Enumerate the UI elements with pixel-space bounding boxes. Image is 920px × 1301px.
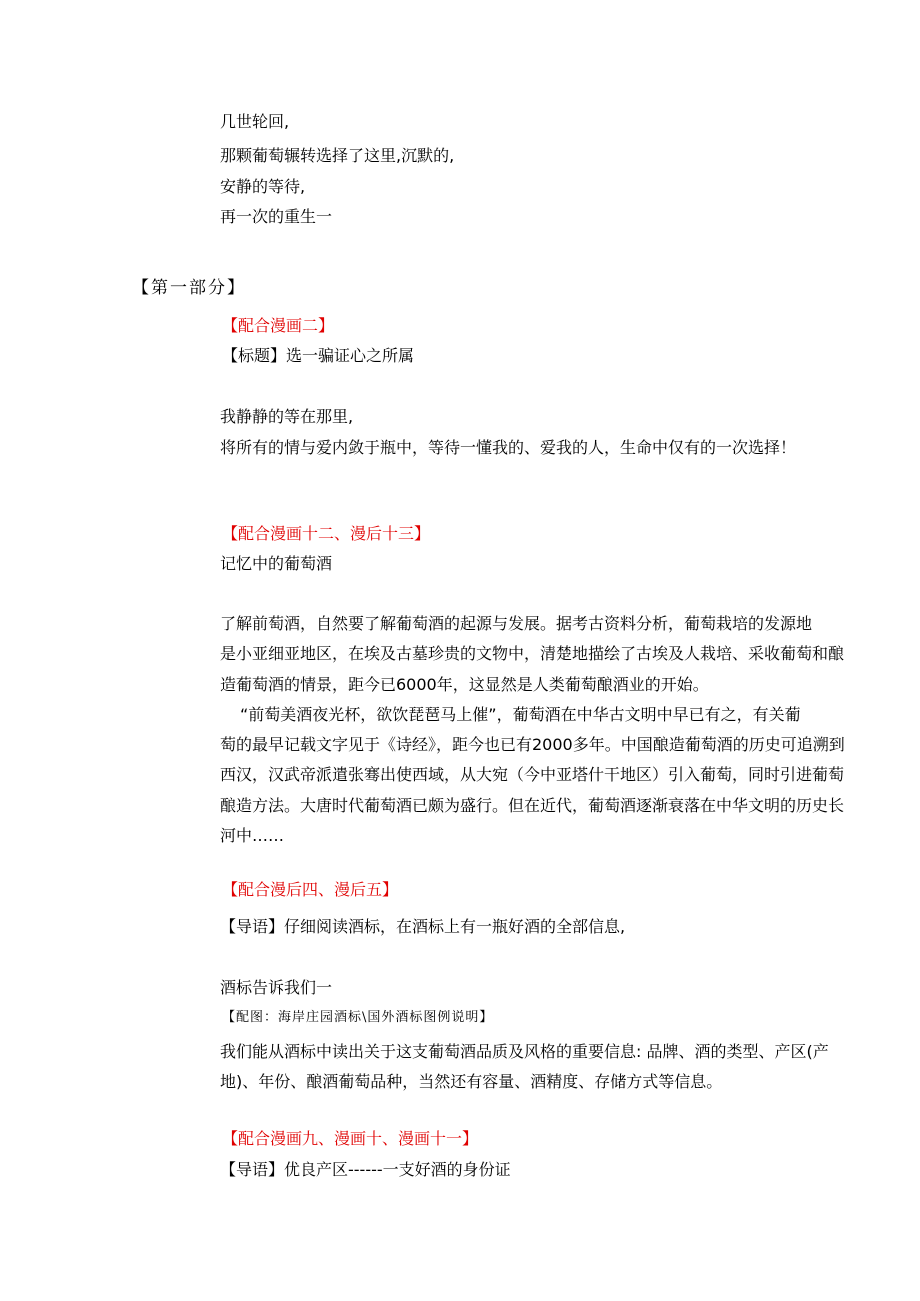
body-line: 我静静的等在那里,	[220, 407, 354, 426]
section-tag: 【配合漫画二】	[222, 316, 335, 335]
poem-line: 安静的等待,	[220, 177, 306, 196]
paragraph-line: 萄的最早记载文字见于《诗经》，距今也已有2000多年。中国酿造葡萄酒的历史可追溯到	[220, 735, 845, 754]
body-line: 将所有的情与爱内敛于瓶中，等待一懂我的、爱我的人，生命中仅有的一次选择！	[220, 438, 797, 457]
paragraph-line: 我们能从酒标中读出关于这支葡萄酒品质及风格的重要信息: 品牌、酒的类型、产区(产	[220, 1042, 829, 1061]
paragraph-line: “前萄美酒夜光杯，欲饮琵琶马上催”，葡萄酒在中华古文明中早已有之，有关葡	[240, 705, 801, 724]
poem-line: 再一次的重生一	[220, 207, 333, 226]
paragraph-line: 河中……	[220, 826, 285, 845]
section-tag: 【配合漫画九、漫画十、漫画十一】	[222, 1129, 479, 1148]
section-intro: 【导语】优良产区------一支好酒的身份证	[220, 1160, 511, 1179]
poem-line: 几世轮回,	[220, 112, 290, 131]
paragraph-line: 造葡萄酒的情景，距今已6000年，这显然是人类葡萄酿酒业的开始。	[220, 675, 709, 694]
section-title: 记忆中的葡萄酒	[220, 554, 333, 573]
part-heading: 【第一部分】	[132, 278, 246, 298]
section-intro: 【导语】仔细阅读酒标，在酒标上有一瓶好酒的全部信息,	[220, 917, 626, 936]
section-title: 【标题】选一骗证心之所属	[222, 346, 415, 365]
section-tag: 【配合漫画十二、漫后十三】	[222, 524, 431, 543]
paragraph-line: 是小亚细亚地区，在埃及古墓珍贵的文物中，清楚地描绘了古埃及人栽培、采收葡萄和酿	[220, 644, 845, 663]
poem-line: 那颗葡萄辗转选择了这里,沉默的,	[220, 146, 455, 165]
paragraph-line: 地)、年份、酿酒葡萄品种，当然还有容量、酒精度、存储方式等信息。	[220, 1072, 723, 1091]
section-subtitle: 酒标告诉我们一	[220, 978, 333, 997]
image-caption: 【配图：海岸庄园酒标\国外酒标图例说明】	[222, 1010, 494, 1025]
paragraph-line: 酿造方法。大唐时代葡萄酒已颇为盛行。但在近代，葡萄酒逐渐衰落在中华文明的历史长	[220, 796, 845, 815]
section-tag: 【配合漫后四、漫后五】	[222, 880, 399, 899]
paragraph-line: 了解前萄酒，自然要了解葡萄酒的起源与发展。据考古资料分析，葡萄栽培的发源地	[220, 614, 813, 633]
paragraph-line: 西汉，汉武帝派遣张骞出使西域，从大宛（今中亚塔什干地区）引入葡萄，同时引进葡萄	[220, 765, 845, 784]
